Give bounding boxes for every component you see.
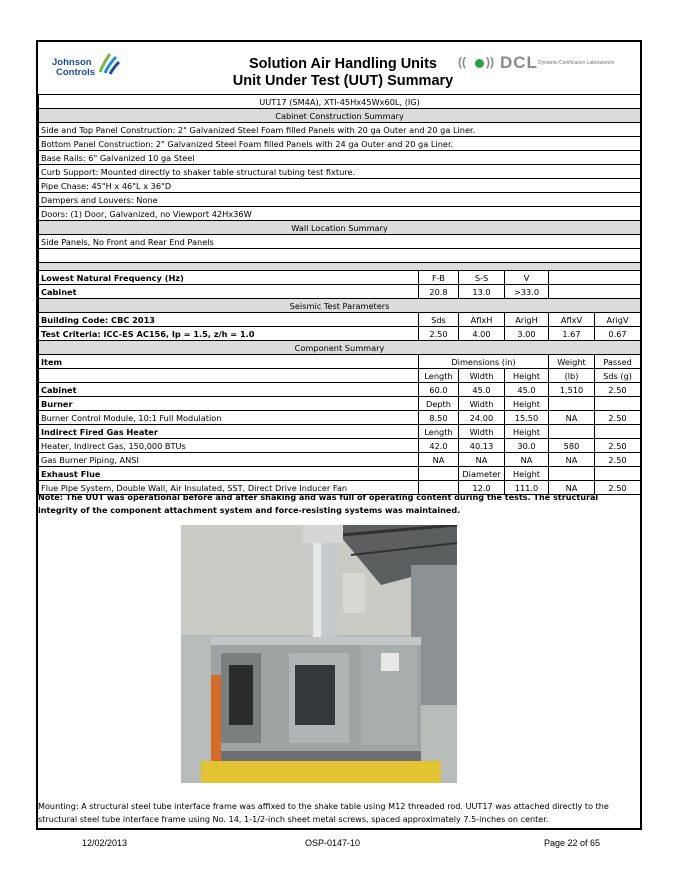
frequency-label: Lowest Natural Frequency (Hz) <box>39 271 419 285</box>
component-weight: 1,510 <box>549 383 595 397</box>
frequency-col: S-S <box>459 271 505 285</box>
item-header: Item <box>39 355 419 369</box>
frequency-value: 20.8 <box>419 285 459 299</box>
component-d2: 45.0 <box>459 383 505 397</box>
construction-line: Doors: (1) Door, Galvanized, no Viewport 42Hx36W <box>39 207 641 221</box>
passed-header: Passed <box>595 355 641 369</box>
component-d3: 45.0 <box>505 383 549 397</box>
seismic-param: AflxV <box>549 313 595 327</box>
component-d3: NA <box>505 453 549 467</box>
component-d1: Length <box>419 425 459 439</box>
component-d3: 30.0 <box>505 439 549 453</box>
blank-row <box>39 249 641 263</box>
component-passed <box>595 397 641 411</box>
construction-section-title: Cabinet Construction Summary <box>39 109 641 123</box>
component-item: Exhaust Flue <box>39 467 419 481</box>
component-passed: 2.50 <box>595 439 641 453</box>
dim-subheader: Length <box>419 369 459 383</box>
dim-subheader: Width <box>459 369 505 383</box>
dimensions-header: Dimensions (in) <box>419 355 549 369</box>
footer-date: 12/02/2013 <box>82 838 128 848</box>
component-d3: Height <box>505 425 549 439</box>
component-weight <box>549 425 595 439</box>
johnson-controls-mark-icon <box>96 52 120 76</box>
construction-line: Dampers and Louvers: None <box>39 193 641 207</box>
component-row <box>39 425 641 439</box>
frequency-row-label: Cabinet <box>39 285 419 299</box>
footer-page: Page 22 of 65 <box>544 838 601 848</box>
component-item: Gas Burner Piping, ANSI <box>39 453 419 467</box>
unit-id: UUT17 (SM4A), XTI-45Hx45Wx60L, (IG) <box>39 95 641 109</box>
seismic-value: 4.00 <box>459 327 505 341</box>
page-footer <box>0 838 680 852</box>
component-d3: Height <box>505 467 549 481</box>
component-item: Flue Pipe System, Double Wall, Air Insulated, SST, Direct Drive Inducer Fan <box>39 481 419 495</box>
construction-line: Curb Support: Mounted directly to shaker table structural tubing test fixture. <box>39 165 641 179</box>
component-weight <box>549 467 595 481</box>
seismic-param: ArigV <box>595 313 641 327</box>
component-weight: NA <box>549 481 595 495</box>
summary-sheet <box>36 40 642 830</box>
logo-line2: Controls <box>56 67 96 78</box>
component-weight: NA <box>549 411 595 425</box>
wall-section-title: Wall Location Summary <box>39 221 641 235</box>
component-item: Burner <box>39 397 419 411</box>
dcl-letters: DCL <box>500 53 538 72</box>
component-d2: Diameter <box>459 467 505 481</box>
spacer-row <box>39 263 641 271</box>
seismic-param: ArigH <box>505 313 549 327</box>
component-weight: 580 <box>549 439 595 453</box>
seismic-param: Sds <box>419 313 459 327</box>
footer-doc-number: OSP-0147-10 <box>305 838 361 848</box>
component-passed <box>595 425 641 439</box>
uut-photo-illustration <box>181 525 457 783</box>
passed-unit: Sds (g) <box>595 369 641 383</box>
seismic-building-code: Building Code: CBC 2013 <box>39 313 419 327</box>
component-item: Burner Control Module, 10:1 Full Modulation <box>39 411 419 425</box>
seismic-value: 1.67 <box>549 327 595 341</box>
component-d1: 60.0 <box>419 383 459 397</box>
component-d2: 12.0 <box>459 481 505 495</box>
frequency-value: 13.0 <box>459 285 505 299</box>
mounting-description: Mounting: A structural steel tube interface frame was affixed to the shake table using M12 threaded rod. UUT17 was attached directly to the structural steel tube interface frame using No. 14, 1-1/2-inch sheet metal screws, spaced approximately 7.5-inches on center. <box>38 801 609 824</box>
component-d3: Height <box>505 397 549 411</box>
seismic-value: 3.00 <box>505 327 549 341</box>
dcl-right-waves: )) <box>486 55 494 69</box>
construction-line: Bottom Panel Construction: 2" Galvanized Steel Foam filled Panels with 24 ga Outer and 20 ga Liner. <box>39 137 641 151</box>
construction-line: Base Rails: 6" Galvanized 10 ga Steel <box>39 151 641 165</box>
component-d1: 42.0 <box>419 439 459 453</box>
component-item: Heater, Indirect Gas, 150,000 BTUs <box>39 439 419 453</box>
sheet-header <box>38 42 640 94</box>
frequency-col: F-B <box>419 271 459 285</box>
component-section-title: Component Summary <box>39 341 641 355</box>
dcl-dot-icon <box>475 59 484 68</box>
seismic-param: AflxH <box>459 313 505 327</box>
dcl-left-waves: (( <box>458 55 466 69</box>
wall-line: Side Panels, No Front and Rear End Panels <box>39 235 641 249</box>
component-d1 <box>419 467 459 481</box>
component-item: Cabinet <box>39 383 419 397</box>
logo-line1: Johnson <box>52 57 92 68</box>
empty-cell <box>549 271 641 285</box>
component-d2: Width <box>459 425 505 439</box>
component-weight <box>549 397 595 411</box>
component-d1: NA <box>419 453 459 467</box>
construction-line: Pipe Chase: 45"H x 46"L x 36"D <box>39 179 641 193</box>
dim-subheader: Height <box>505 369 549 383</box>
page-subtitle: Unit Under Test (UUT) Summary <box>232 73 454 89</box>
uut-summary-table <box>38 94 641 495</box>
component-d2: 40.13 <box>459 439 505 453</box>
component-passed: 2.50 <box>595 383 641 397</box>
page-title: Solution Air Handling Units <box>249 56 437 72</box>
component-passed: 2.50 <box>595 453 641 467</box>
title-block <box>208 56 478 90</box>
frequency-value: >33.0 <box>505 285 549 299</box>
component-row <box>39 439 641 453</box>
component-d2: 24.00 <box>459 411 505 425</box>
component-row <box>39 383 641 397</box>
component-d3: 15.50 <box>505 411 549 425</box>
test-note: Note: The UUT was operational before and after shaking and was full of operating content during the tests. The structural integrity of the component attachment system and force-resisting systems was maintained. <box>38 492 599 515</box>
component-d2: Width <box>459 397 505 411</box>
seismic-value: 0.67 <box>595 327 641 341</box>
component-passed: 2.50 <box>595 411 641 425</box>
component-d3: 111.0 <box>505 481 549 495</box>
uut-photo <box>181 525 457 783</box>
empty-cell <box>39 369 419 383</box>
weight-header: Weight <box>549 355 595 369</box>
seismic-section-title: Seismic Test Parameters <box>39 299 641 313</box>
component-passed: 2.50 <box>595 481 641 495</box>
weight-unit: (lb) <box>549 369 595 383</box>
component-d1: 8.50 <box>419 411 459 425</box>
component-d1: Depth <box>419 397 459 411</box>
component-row <box>39 453 641 467</box>
dcl-logo <box>458 53 638 76</box>
frequency-col: V <box>505 271 549 285</box>
seismic-value: 2.50 <box>419 327 459 341</box>
component-row <box>39 411 641 425</box>
component-weight: NA <box>549 453 595 467</box>
seismic-test-criteria: Test Criteria: ICC-ES AC156, Ip = 1.5, z/h = 1.0 <box>39 327 419 341</box>
component-d2: NA <box>459 453 505 467</box>
component-row <box>39 467 641 481</box>
johnson-controls-logo <box>52 52 122 86</box>
component-passed <box>595 467 641 481</box>
construction-line: Side and Top Panel Construction: 2" Galvanized Steel Foam filled Panels with 20 ga Outer and 20 ga Liner. <box>39 123 641 137</box>
component-item: Indirect Fired Gas Heater <box>39 425 419 439</box>
component-row <box>39 397 641 411</box>
empty-cell <box>549 285 641 299</box>
dcl-subtitle: Dynamic Certification Laboratories <box>538 60 615 66</box>
